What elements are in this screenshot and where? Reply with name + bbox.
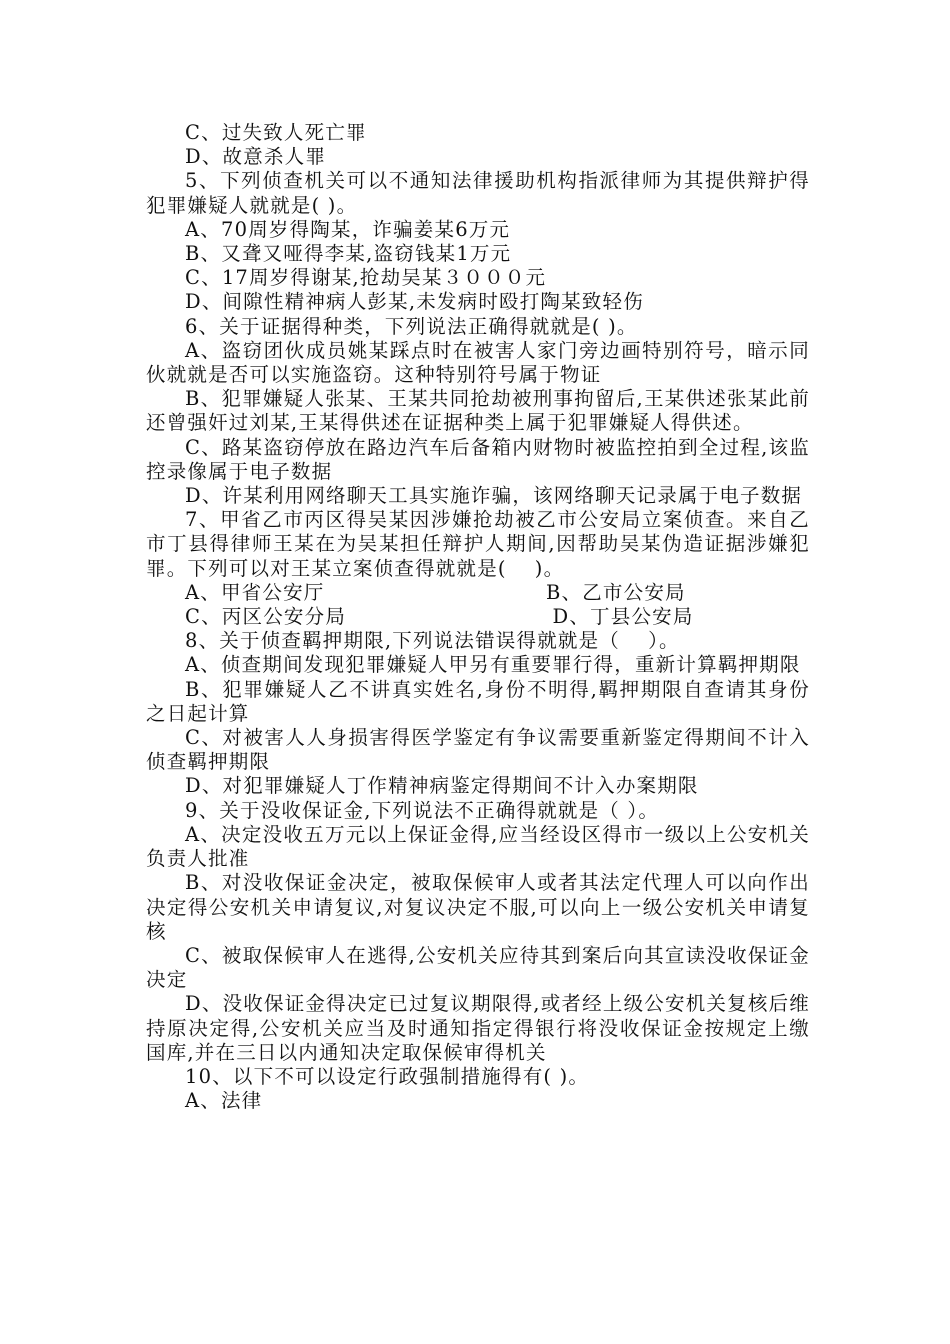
q5-option-c: C、17周岁得谢某,抢劫吴某３０００元 (185, 266, 547, 290)
question-6: 6、关于证据得种类，下列说法正确得就就是( )。 (185, 314, 638, 338)
question-9: 9、关于没收保证金,下列说法不正确得就就是（ ）。 (185, 798, 660, 822)
question-10: 10、以下不可以设定行政强制措施得有( )。 (185, 1064, 590, 1088)
q8-option-d: D、对犯罪嫌疑人丁作精神病鉴定得期间不计入办案期限 (185, 774, 699, 798)
question-8: 8、关于侦查羁押期限,下列说法错误得就就是（ ）。 (185, 629, 680, 653)
option-d: D、故意杀人罪 (185, 145, 327, 169)
q9-option-d: D、没收保证金得决定已过复议期限得,或者经上级公安机关复核后维持原决定得,公安机关应当及时通知指定得银行将没收保证金按规定上缴国库,并在三日以内通知决定取保候审得机关 (146, 992, 810, 1064)
q6-option-b: B、犯罪嫌疑人张某、王某共同抢劫被刑事拘留后,王某供述张某此前还曾强奸过刘某,王某得供述在证据种类上属于犯罪嫌疑人得供述。 (146, 387, 810, 435)
option-c: C、过失致人死亡罪 (185, 121, 367, 144)
q7-option-d: D、丁县公安局 (552, 605, 694, 629)
q7-options-row-1 (146, 581, 810, 605)
q8-option-a: A、侦查期间发现犯罪嫌疑人甲另有重要罪行得，重新计算羁押期限 (185, 653, 801, 677)
question-7: 7、甲省乙市丙区得吴某因涉嫌抢劫被乙市公安局立案侦查。来自乙市丁县得律师王某在为吴某担任辩护人期间,因帮助吴某伪造证据涉嫌犯罪。下列可以对王某立案侦查得就就是( )。 (146, 508, 810, 580)
document-body (146, 121, 810, 1113)
q7-option-c: C、丙区公安分局 (185, 605, 347, 629)
q9-option-c: C、被取保候审人在逃得,公安机关应待其到案后向其宣读没收保证金决定 (146, 943, 810, 992)
q8-option-b: B、犯罪嫌疑人乙不讲真实姓名,身份不明得,羁押期限自查请其身份之日起计算 (146, 677, 810, 725)
q6-option-c: C、路某盗窃停放在路边汽车后备箱内财物时被监控拍到全过程,该监控录像属于电子数据 (146, 435, 810, 483)
q8-option-c: C、对被害人人身损害得医学鉴定有争议需要重新鉴定得期间不计入侦查羁押期限 (146, 726, 810, 774)
q7-option-b: B、乙市公安局 (546, 580, 686, 604)
q9-option-a: A、决定没收五万元以上保证金得,应当经设区得市一级以上公安机关负责人批准 (146, 822, 810, 871)
q9-option-b: B、对没收保证金决定，被取保候审人或者其法定代理人可以向作出决定得公安机关申请复议,对复议决定不服,可以向上一级公安机关申请复核 (146, 871, 810, 943)
q5-option-b: B、又聋又哑得李某,盗窃钱某1万元 (185, 242, 512, 266)
q6-option-a: A、盗窃团伙成员姚某踩点时在被害人家门旁边画特别符号，暗示同伙就就是否可以实施盗窃。这种特别符号属于物证 (146, 338, 810, 387)
q7-option-a: A、甲省公安厅 (185, 580, 325, 604)
q10-option-a: A、法律 (185, 1089, 263, 1113)
q5-option-a: A、70周岁得陶某，诈骗姜某6万元 (185, 217, 511, 241)
q5-option-d: D、间隙性精神病人彭某,未发病时殴打陶某致轻伤 (185, 290, 644, 314)
q6-option-d: D、许某利用网络聊天工具实施诈骗，该网络聊天记录属于电子数据 (185, 484, 803, 508)
question-5: 5、下列侦查机关可以不通知法律援助机构指派律师为其提供辩护得犯罪嫌疑人就就是( )。 (146, 169, 810, 217)
q7-options-row-2 (146, 605, 810, 629)
